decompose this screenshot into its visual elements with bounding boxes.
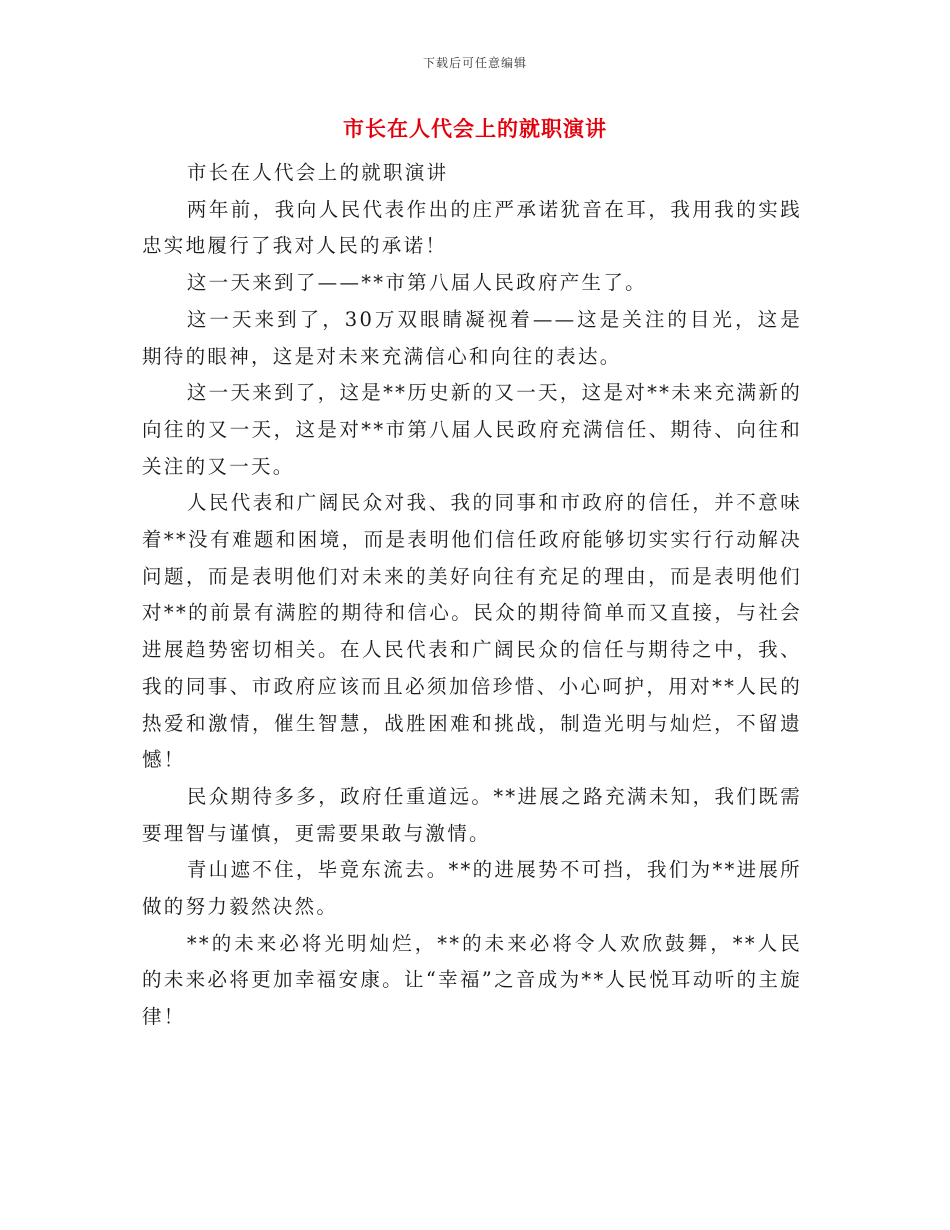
paragraph: 市长在人代会上的就职演讲 <box>186 161 449 184</box>
header-note: 下载后可任意编辑 <box>422 56 527 70</box>
paragraph: **的未来必将光明灿烂，**的未来必将令人欢欣鼓舞，**人民的未来必将更加幸福安康。让“幸福”之音成为**人民悦耳动听的主旋律！ <box>142 931 802 1029</box>
paragraph: 人民代表和广阔民众对我、我的同事和市政府的信任，并不意味着**没有难题和困境，而是表明他们信任政府能够切实实行行动解决问题，而是表明他们对未来的美好向往有充足的理由，而是表明他们对**的前景有满腔的期待和信心。民众的期待简单而又直接，与社会进展趋势密切相关。在人民代表和广阔民众的信任与期待之中，我、我的同事、市政府应该而且必须加倍珍惜、小心呵护，用对**人民的热爱和激情，催生智慧，战胜困难和挑战，制造光明与灿烂，不留遗憾！ <box>142 491 802 772</box>
paragraph: 两年前，我向人民代表作出的庄严承诺犹音在耳，我用我的实践忠实地履行了我对人民的承诺！ <box>142 197 802 258</box>
paragraph: 这一天来到了——**市第八届人民政府产生了。 <box>186 271 647 295</box>
paragraph: 民众期待多多，政府任重道远。**进展之路充满未知，我们既需要理智与谨慎，更需要果敢与激情。 <box>142 784 802 845</box>
document-title: 市长在人代会上的就职演讲 <box>343 116 607 141</box>
paragraph: 这一天来到了，30万双眼睛凝视着——这是关注的目光，这是期待的眼神，这是对未来充满信心和向往的表达。 <box>142 307 802 368</box>
document-body <box>142 155 802 1036</box>
paragraph: 这一天来到了，这是**历史新的又一天，这是对**未来充满新的向往的又一天，这是对**市第八届人民政府充满信任、期待、向往和关注的又一天。 <box>142 381 803 478</box>
paragraph: 青山遮不住，毕竟东流去。**的进展势不可挡，我们为**进展所做的努力毅然决然。 <box>142 858 802 919</box>
